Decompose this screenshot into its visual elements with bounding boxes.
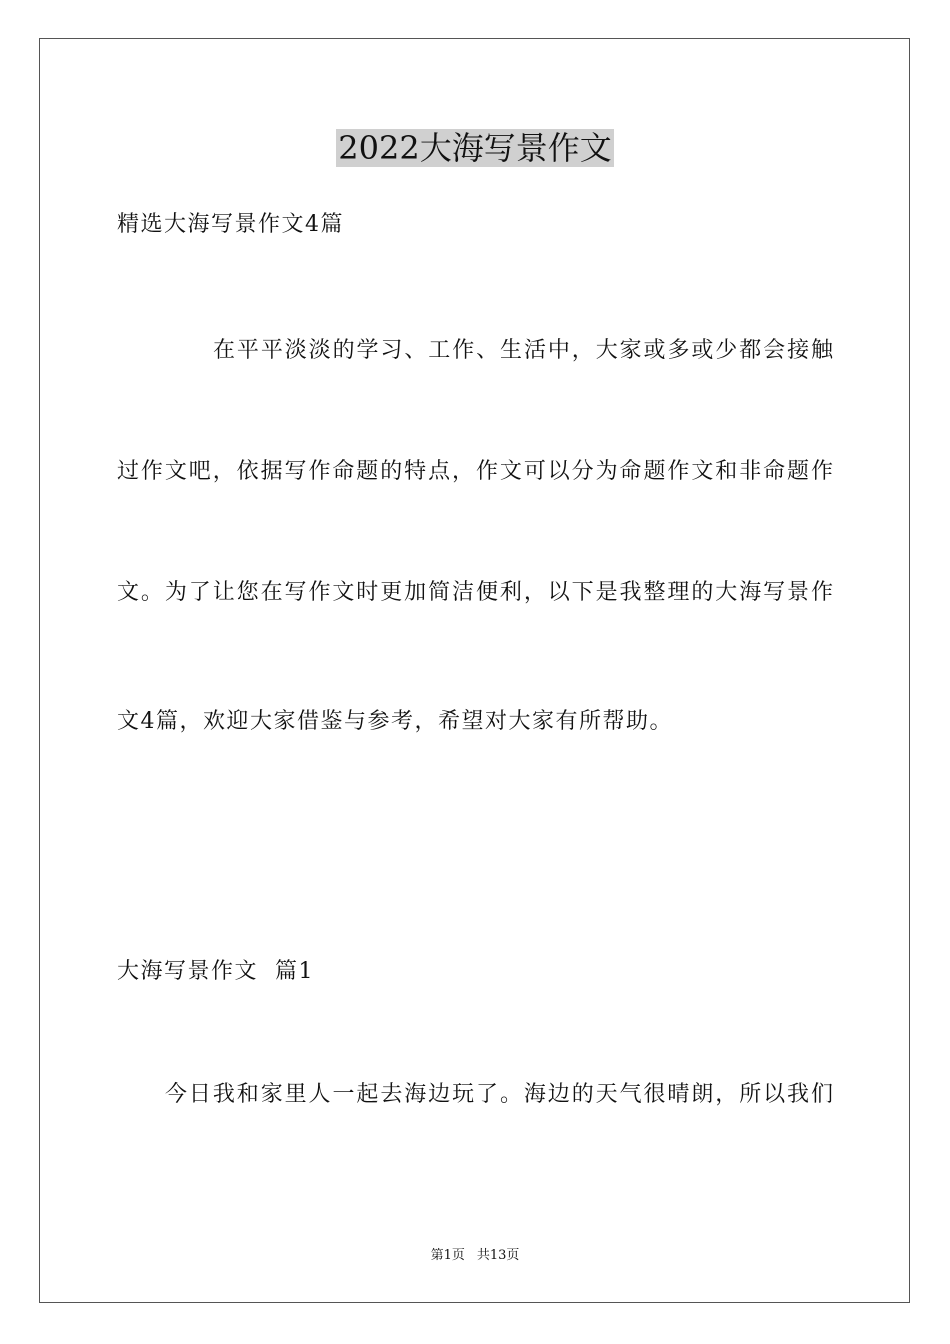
intro-line-1: 在平平淡淡的学习、工作、生活中，大家或多或少都会接触 — [213, 338, 833, 363]
intro-line-2: 过作文吧，依据写作命题的特点，作文可以分为命题作文和非命题作 — [117, 459, 833, 484]
document-title-text: 2022大海写景作文 — [338, 129, 612, 167]
section-heading: 大海写景作文 篇1 — [117, 959, 314, 984]
page-number: 第1页 — [430, 1248, 465, 1263]
page-footer — [0, 1247, 950, 1265]
body-line-1: 今日我和家里人一起去海边玩了。海边的天气很晴朗，所以我们 — [165, 1082, 833, 1107]
document-subtitle: 精选大海写景作文4篇 — [117, 212, 344, 237]
intro-line-3: 文。为了让您在写作文时更加简洁便利，以下是我整理的大海写景作 — [117, 580, 833, 605]
page-total: 共13页 — [476, 1248, 520, 1263]
document-title — [0, 126, 950, 170]
intro-line-4: 文4篇，欢迎大家借鉴与参考，希望对大家有所帮助。 — [117, 709, 673, 734]
